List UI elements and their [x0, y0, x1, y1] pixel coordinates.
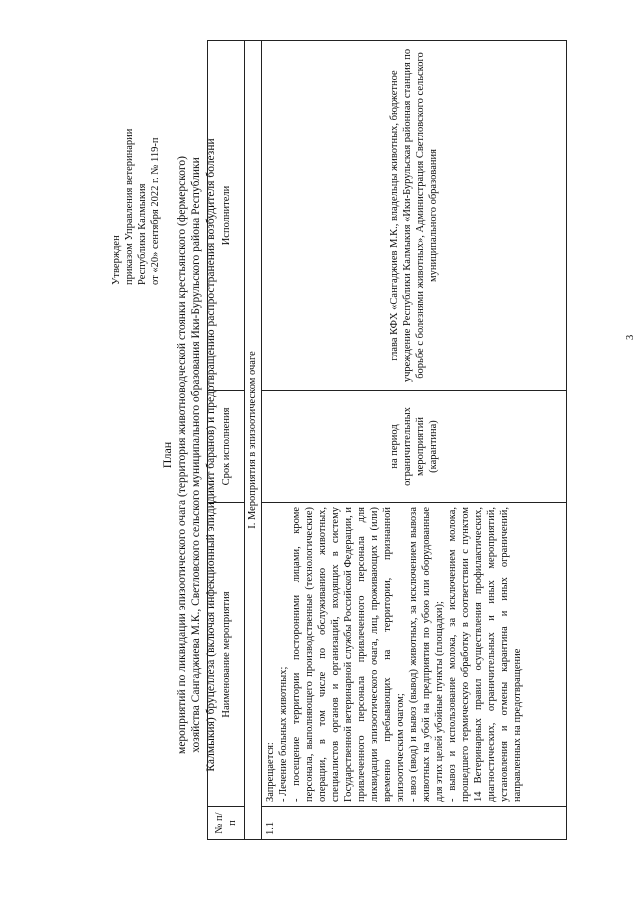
row-term: на период ограничительных мероприятий (карантина) — [262, 391, 567, 503]
row-num: 1.1 — [262, 807, 567, 840]
approval-stamp — [110, 129, 162, 285]
row-name-line: - Лечение больных животных; — [278, 666, 289, 802]
title-line: хозяйства Сангаджиева М.К., Светловского сельского муниципального образования Ики-Бурульского района Республики — [190, 157, 202, 753]
title-heading: План — [160, 441, 174, 469]
page-number: 3 — [625, 334, 636, 340]
title-line: Калмыкия) бруцеллеза (включая инфекционный эпидидимит баранов) и предотвращению распространения возбудителя болезни — [204, 138, 217, 772]
table-header-row — [208, 41, 245, 840]
row-name-line: - ввоз (ввод) и вывоз (вывод) животных, за исключением вывоза животных на убой на предприятия по убою или оборудованные для этих целей убойные пункты (площадки); — [408, 507, 445, 802]
section-row — [245, 41, 262, 840]
row-exec: глава КФХ «Сангаджиев М.К., владельцы животных, бюджетное учреждение Республики Калмыкия «Ики-Бурульская районная станция по борьбе с болезнями животных», Администрация Светловского сельского муниципального образования — [262, 41, 567, 391]
row-name — [262, 503, 567, 807]
approval-line: от «20» сентября 2022 г. № 119-п — [150, 137, 161, 285]
header-name: Наименование мероприятия — [208, 503, 245, 807]
table-row — [262, 41, 567, 840]
approval-line: приказом Управления ветеринарии — [124, 128, 135, 285]
plan-table — [207, 40, 567, 840]
title-line: мероприятий по ликвидации эпизоотического очага (территория животноводческой стоянки крестьянского (фермерского) — [175, 156, 188, 754]
header-term: Срок исполнения — [208, 391, 245, 503]
row-name-line: - вывоз и использование молока, за исключением молока, прошедшего термическую обработку в соответствии с пунктом 14 Ветеринарных правил осуществления профилактических, диагностических, ограничительных и иных мероприятий, установления и отмены карантина и иных ограничений, направленных на предотвращение — [447, 507, 523, 802]
header-num: № п/п — [208, 807, 245, 840]
approval-line: Республики Калмыкия — [137, 183, 148, 285]
approval-line: Утвержден — [111, 235, 122, 285]
header-exec: Исполнители — [208, 41, 245, 391]
section-title: I. Мероприятия в эпизоотическом очаге — [245, 41, 262, 840]
row-name-line: Запрещается: — [265, 742, 276, 802]
row-name-line: - посещение территории посторонними лицами, кроме персонала, выполняющего производственные (технологические) операции, в том числе по обслуживанию животных, специалистов органов и организаций, входящих в систему Государственной ветеринарной службы Российской Федерации, и привлеченного персонала привлеченного персонала для ликвидации эпизоотического очага, лиц, проживающих и (или) временно пребывающих на территории, признанной эпизоотическим очагом; — [291, 507, 406, 802]
